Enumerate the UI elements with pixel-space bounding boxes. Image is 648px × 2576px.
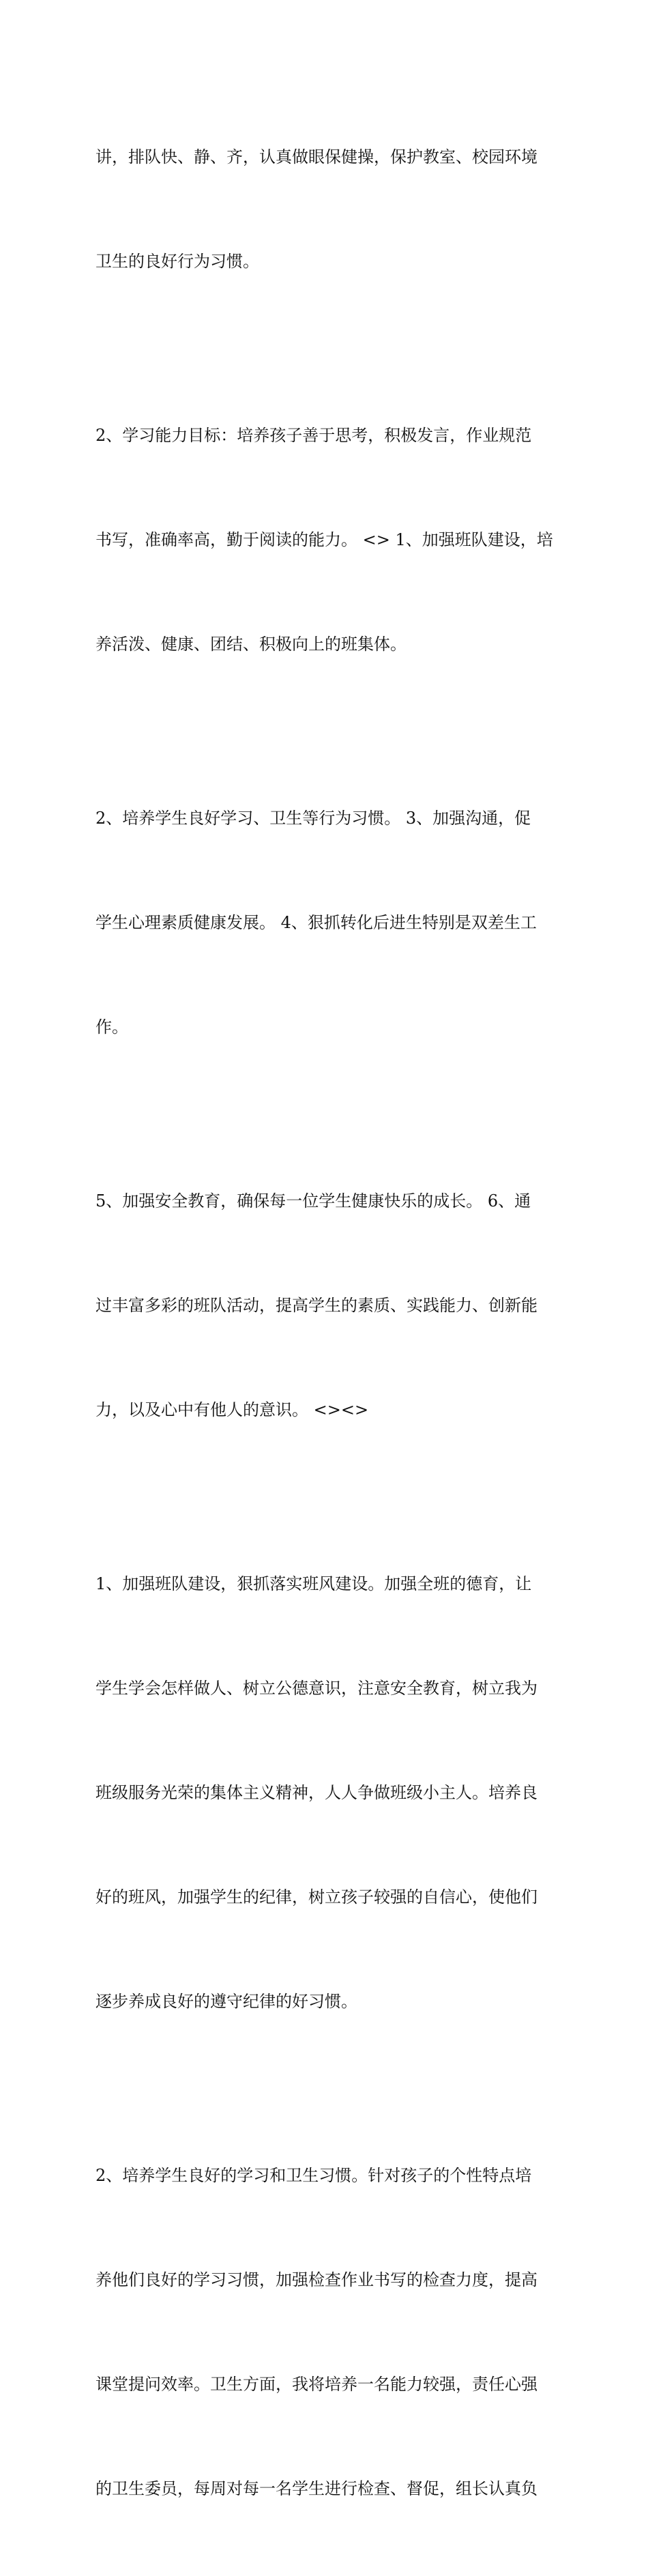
text-line: 卫生的良好行为习惯。 (95, 252, 259, 271)
text-line: 学生心理素质健康发展。 4、狠抓转化后进生特别是双差生工 (95, 913, 537, 932)
text-line: 逐步养成良好的遵守纪律的好习惯。 (95, 1992, 357, 2011)
text-line: 课堂提问效率。卫生方面，我将培养一名能力较强，责任心强 (95, 2375, 537, 2394)
text-line: 2、学习能力目标：培养孩子善于思考，积极发言，作业规范 (95, 426, 532, 445)
text-line: 5、加强安全教育，确保每一位学生健康快乐的成长。 6、通 (95, 1191, 531, 1211)
text-line: 1、加强班队建设，狠抓落实班风建设。加强全班的德育，让 (95, 1574, 532, 1593)
paragraph-3 (95, 732, 559, 1114)
text-line: 学生学会怎样做人、树立公德意识，注意安全教育，树立我为 (95, 1679, 537, 1698)
document-body (95, 70, 559, 2576)
text-line: 的卫生委员，每周对每一名学生进行检查、督促，组长认真负 (95, 2479, 537, 2498)
text-line: 作。 (95, 1017, 128, 1037)
text-line: 过丰富多彩的班队活动，提高学生的素质、实践能力、创新能 (95, 1296, 537, 1315)
text-line: 力，以及心中有他人的意识。 <><> (95, 1400, 369, 1419)
paragraph-1 (95, 70, 559, 349)
paragraph-2 (95, 349, 559, 732)
text-line: 书写，准确率高，勤于阅读的能力。 <> 1、加强班队建设，培 (95, 530, 553, 549)
text-line: 班级服务光荣的集体主义精神，人人争做班级小主人。培养良 (95, 1783, 537, 1802)
text-line: 讲，排队快、静、齐，认真做眼保健操，保护教室、校园环境 (95, 147, 537, 167)
text-line: 2、培养学生良好学习、卫生等行为习惯。 3、加强沟通，促 (95, 809, 531, 828)
text-line: 养他们良好的学习习惯，加强检查作业书写的检查力度，提高 (95, 2270, 537, 2289)
paragraph-4 (95, 1114, 559, 1497)
paragraph-5 (95, 1497, 559, 2089)
text-line: 好的班风，加强学生的纪律，树立孩子较强的自信心，使他们 (95, 1887, 537, 1907)
text-line: 2、培养学生良好的学习和卫生习惯。针对孩子的个性特点培 (95, 2166, 532, 2185)
paragraph-6 (95, 2089, 559, 2576)
text-line: 养活泼、健康、团结、积极向上的班集体。 (95, 635, 407, 654)
